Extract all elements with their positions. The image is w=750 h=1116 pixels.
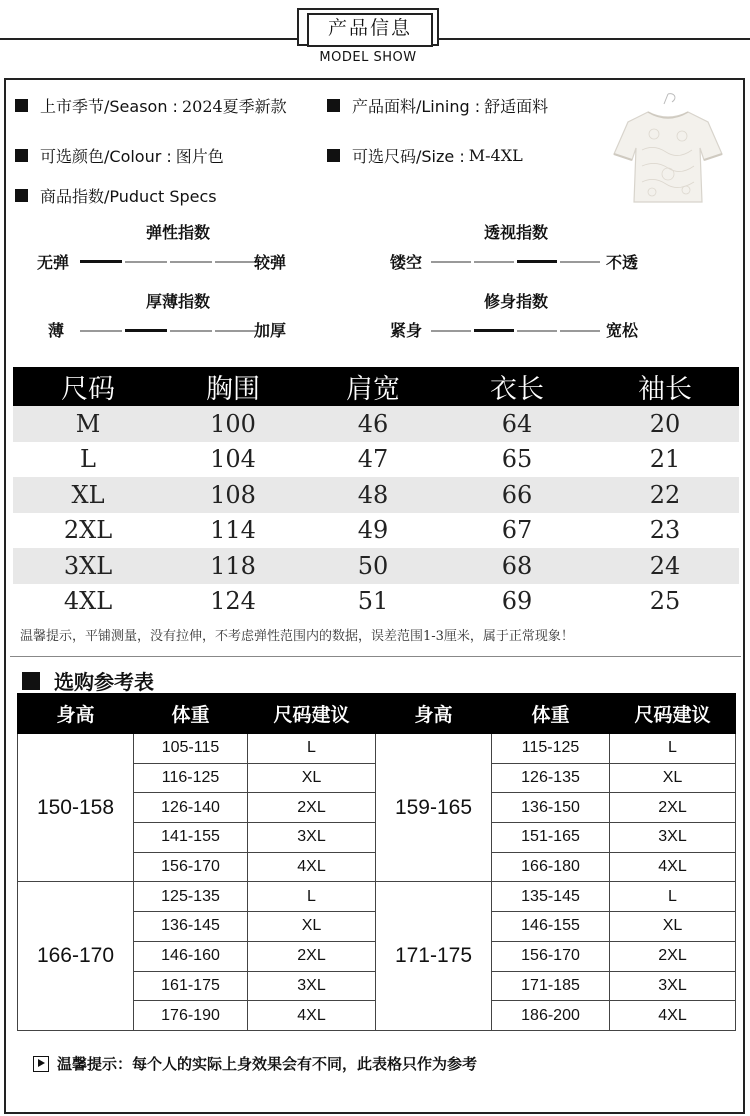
index-level-segment xyxy=(125,261,167,263)
size-suggestion-cell: 4XL xyxy=(248,1001,376,1031)
square-bullet-icon xyxy=(15,99,28,112)
square-bullet-icon xyxy=(22,672,40,690)
index-title: 弹性指数 xyxy=(145,223,210,242)
index-level-segment xyxy=(517,330,557,332)
reference-tip-text: 温馨提示：每个人的实际上身效果会有不同，此表格只作为参考 xyxy=(57,1055,478,1073)
weight-cell: 126-140 xyxy=(134,793,248,823)
size-cell: 65 xyxy=(501,445,533,474)
header-shoulder: 肩宽 xyxy=(303,367,443,406)
index-level-segment-active xyxy=(80,260,122,263)
ref-header-weight: 体重 xyxy=(134,694,248,734)
play-icon xyxy=(33,1056,49,1072)
weight-cell: 146-155 xyxy=(492,912,610,942)
size-cell: 124 xyxy=(210,587,256,616)
divider xyxy=(10,656,741,657)
size-suggestion-cell: 3XL xyxy=(610,823,736,853)
info-size xyxy=(327,144,523,167)
size-row xyxy=(13,406,739,442)
size-cell: 49 xyxy=(357,516,389,545)
weight-cell: 166-180 xyxy=(492,852,610,882)
size-cell: 48 xyxy=(303,477,443,513)
weight-cell: 136-150 xyxy=(492,793,610,823)
weight-cell: 171-185 xyxy=(492,971,610,1001)
height-range-cell: 159-165 xyxy=(376,734,492,882)
size-table xyxy=(13,367,739,619)
size-cell: 20 xyxy=(591,406,739,442)
size-row xyxy=(13,548,739,584)
colour-label: 可选颜色/Colour : xyxy=(40,147,172,166)
size-cell: XL xyxy=(13,477,163,513)
index-left-label: 紧身 xyxy=(390,321,423,340)
index-level-segment xyxy=(170,261,212,263)
size-row xyxy=(13,442,739,478)
size-cell: 50 xyxy=(303,548,443,584)
size-cell: 114 xyxy=(210,516,256,545)
measurement-note: 温馨提示，平铺测量，没有拉伸，不考虑弹性范围内的数据，误差范围1-3厘米，属于正常现象！ xyxy=(20,629,574,644)
index-level-segment xyxy=(431,261,471,263)
square-bullet-icon xyxy=(15,189,28,202)
ref-header-height: 身高 xyxy=(18,694,134,734)
header-length: 衣长 xyxy=(443,367,591,406)
size-suggestion-cell: 3XL xyxy=(610,971,736,1001)
index-level-segment-active xyxy=(125,329,167,332)
size-cell: M xyxy=(13,406,163,442)
info-colour xyxy=(15,144,224,167)
index-level-segment xyxy=(474,261,514,263)
size-suggestion-cell: 2XL xyxy=(610,941,736,971)
square-bullet-icon xyxy=(15,149,28,162)
size-cell: 100 xyxy=(163,406,303,442)
weight-cell: 161-175 xyxy=(134,971,248,1001)
index-left-label: 无弹 xyxy=(37,253,70,272)
size-table-header xyxy=(13,367,739,406)
size-cell: L xyxy=(80,445,96,474)
header-chest: 胸围 xyxy=(163,367,303,406)
index-left-label: 薄 xyxy=(48,321,65,340)
index-level-segment xyxy=(80,330,122,332)
ref-header-height: 身高 xyxy=(376,694,492,734)
size-suggestion-cell: 3XL xyxy=(248,823,376,853)
reference-table xyxy=(17,693,736,1031)
size-value: M-4XL xyxy=(468,146,523,165)
reference-row xyxy=(18,734,736,764)
header-size: 尺码 xyxy=(13,367,163,406)
weight-cell: 156-170 xyxy=(134,852,248,882)
colour-value: 图片色 xyxy=(175,147,224,166)
season-value: 2024夏季新款 xyxy=(181,97,287,116)
size-suggestion-cell: 4XL xyxy=(610,1001,736,1031)
size-suggestion-cell: 2XL xyxy=(248,793,376,823)
info-lining xyxy=(327,94,548,117)
size-suggestion-cell: 4XL xyxy=(610,852,736,882)
info-season xyxy=(15,94,287,117)
specs-label: 商品指数/Puduct Specs xyxy=(40,187,217,206)
size-cell: 67 xyxy=(501,516,533,545)
size-suggestion-cell: XL xyxy=(610,763,736,793)
size-cell: 69 xyxy=(501,587,533,616)
size-cell: 4XL xyxy=(63,587,113,616)
index-level-segment-active xyxy=(517,260,557,263)
size-cell: 104 xyxy=(210,445,256,474)
info-specs xyxy=(15,184,217,207)
header-sleeve: 袖长 xyxy=(591,367,739,406)
header-rule-left xyxy=(0,38,297,40)
weight-cell: 135-145 xyxy=(492,882,610,912)
reference-tip xyxy=(33,1053,477,1074)
size-label: 可选尺码/Size : xyxy=(352,147,465,166)
size-suggestion-cell: 4XL xyxy=(248,852,376,882)
weight-cell: 126-135 xyxy=(492,763,610,793)
index-level-segment xyxy=(560,330,600,332)
size-cell: 51 xyxy=(357,587,389,616)
size-suggestion-cell: L xyxy=(248,882,376,912)
index-level-segment xyxy=(560,261,600,263)
weight-cell: 141-155 xyxy=(134,823,248,853)
height-range-cell: 150-158 xyxy=(18,734,134,882)
product-image xyxy=(608,90,728,210)
reference-row xyxy=(18,882,736,912)
size-cell: 25 xyxy=(649,587,681,616)
size-row xyxy=(13,477,739,513)
size-row xyxy=(13,513,739,549)
square-bullet-icon xyxy=(327,99,340,112)
index-left-label: 镂空 xyxy=(390,253,423,272)
ref-header-weight: 体重 xyxy=(492,694,610,734)
weight-cell: 186-200 xyxy=(492,1001,610,1031)
index-title: 透视指数 xyxy=(483,223,548,242)
ref-header-size: 尺码建议 xyxy=(248,694,376,734)
size-row xyxy=(13,584,739,620)
reference-heading xyxy=(22,666,154,695)
reference-header-row xyxy=(18,694,736,734)
weight-cell: 116-125 xyxy=(134,763,248,793)
size-suggestion-cell: XL xyxy=(248,912,376,942)
size-cell: 66 xyxy=(443,477,591,513)
ref-header-size: 尺码建议 xyxy=(610,694,736,734)
size-cell: 108 xyxy=(163,477,303,513)
index-right-label: 较弹 xyxy=(254,253,287,272)
weight-cell: 176-190 xyxy=(134,1001,248,1031)
weight-cell: 136-145 xyxy=(134,912,248,942)
index-level-segment xyxy=(215,261,257,263)
size-cell: 22 xyxy=(591,477,739,513)
weight-cell: 105-115 xyxy=(134,734,248,764)
size-cell: 2XL xyxy=(63,516,113,545)
size-cell: 118 xyxy=(163,548,303,584)
weight-cell: 125-135 xyxy=(134,882,248,912)
size-cell: 47 xyxy=(357,445,389,474)
index-level-segment xyxy=(215,330,257,332)
index-level-segment-active xyxy=(474,329,514,332)
size-suggestion-cell: L xyxy=(610,734,736,764)
size-cell: 68 xyxy=(443,548,591,584)
weight-cell: 115-125 xyxy=(492,734,610,764)
square-bullet-icon xyxy=(327,149,340,162)
size-cell: 23 xyxy=(649,516,681,545)
index-level-segment xyxy=(170,330,212,332)
height-range-cell: 166-170 xyxy=(18,882,134,1030)
index-right-label: 不透 xyxy=(606,253,639,272)
size-suggestion-cell: 2XL xyxy=(248,941,376,971)
size-suggestion-cell: XL xyxy=(248,763,376,793)
size-cell: 64 xyxy=(443,406,591,442)
weight-cell: 146-160 xyxy=(134,941,248,971)
index-title: 修身指数 xyxy=(483,292,548,311)
lining-label: 产品面料/Lining : xyxy=(352,97,481,116)
size-suggestion-cell: 2XL xyxy=(610,793,736,823)
section-header xyxy=(0,0,750,80)
season-label: 上市季节/Season : xyxy=(40,97,178,116)
index-level-segment xyxy=(431,330,471,332)
weight-cell: 156-170 xyxy=(492,941,610,971)
size-suggestion-cell: L xyxy=(248,734,376,764)
header-subtitle: MODEL SHOW xyxy=(319,50,417,65)
size-suggestion-cell: 3XL xyxy=(248,971,376,1001)
size-cell: 46 xyxy=(303,406,443,442)
height-range-cell: 171-175 xyxy=(376,882,492,1030)
weight-cell: 151-165 xyxy=(492,823,610,853)
size-cell: 3XL xyxy=(13,548,163,584)
size-cell: 24 xyxy=(591,548,739,584)
index-right-label: 宽松 xyxy=(606,321,639,340)
size-suggestion-cell: XL xyxy=(610,912,736,942)
header-rule-right xyxy=(439,38,750,40)
reference-heading-text: 选购参考表 xyxy=(54,670,154,694)
header-title: 产品信息 xyxy=(327,17,412,39)
size-cell: 21 xyxy=(649,445,681,474)
lining-value: 舒适面料 xyxy=(484,97,549,116)
index-right-label: 加厚 xyxy=(254,321,287,340)
size-suggestion-cell: L xyxy=(610,882,736,912)
index-title: 厚薄指数 xyxy=(145,292,210,311)
